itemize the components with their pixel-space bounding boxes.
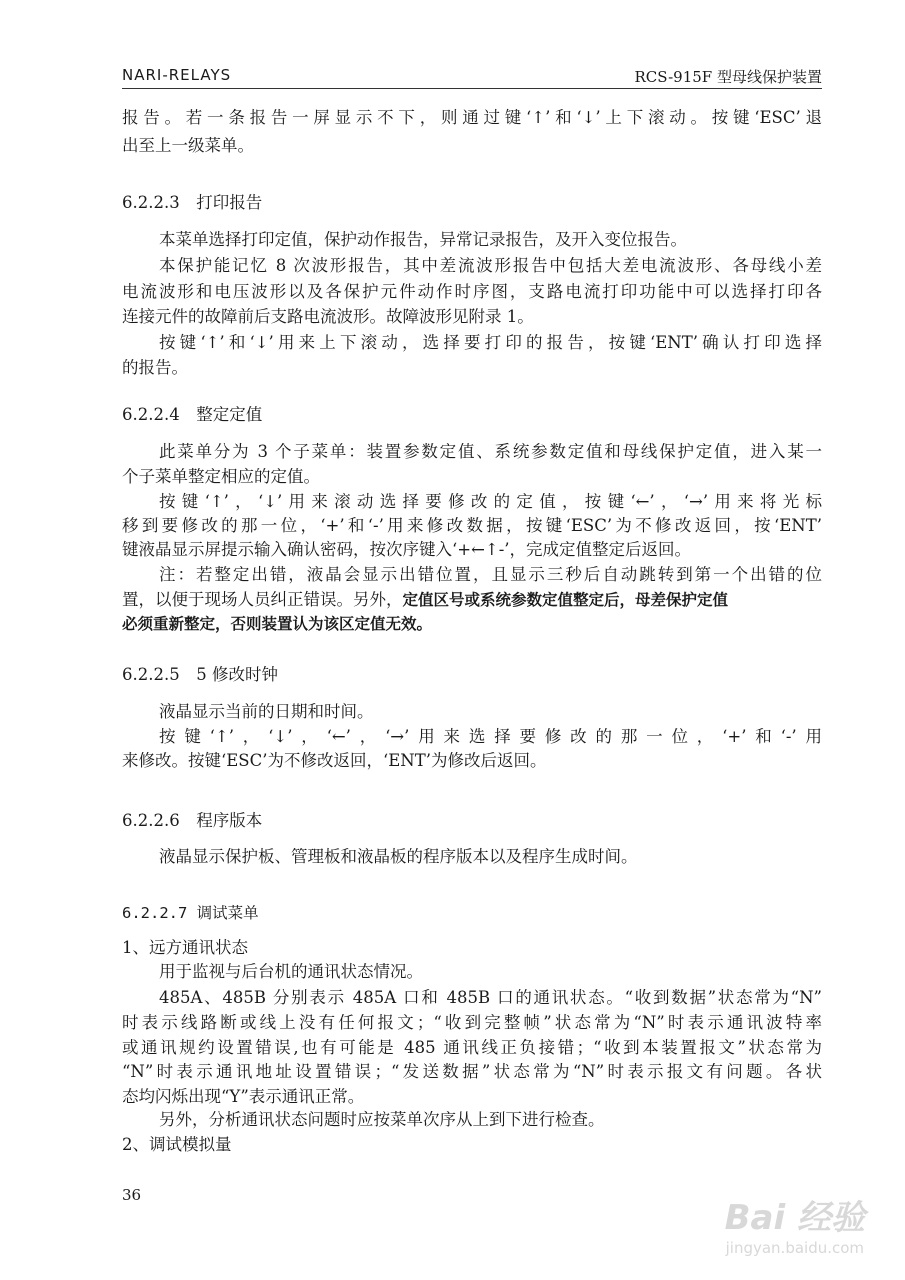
paragraph-line: 键液晶显示屏提示输入确认密码，按次序键入‘+←↑-’，完成定值整定后返回。 (122, 540, 692, 559)
paragraph-line: 按键‘↑’，‘↓’用来滚动选择要修改的定值，按键‘←’，‘→’用来将光标 (159, 492, 822, 511)
paragraph-line: 连接元件的故障前后支路电流波形。故障波形见附录 1。 (122, 307, 534, 326)
section-heading: 6.2.2.4 整定定值 (122, 405, 263, 424)
paragraph-line: 按键‘↑’，‘↓’，‘←’，‘→’用来选择要修改的那一位，‘+’和‘-’用 (159, 727, 822, 746)
section-heading: 6.2.2.5 5 修改时钟 (122, 665, 278, 684)
watermark-brand: Bai 经验 (724, 1198, 865, 1238)
paragraph-line: 报告。若一条报告一屏显示不下，则通过键‘↑’和‘↓’上下滚动。按键‘ESC’退 (122, 108, 822, 127)
page-number: 36 (122, 1186, 142, 1204)
paragraph-line: 按键‘↑’和‘↓’用来上下滚动，选择要打印的报告，按键‘ENT’确认打印选择 (159, 333, 822, 352)
paragraph-line (122, 613, 822, 635)
emphasis-text: 必须重新整定，否则装置认为该区定值无效。 (122, 615, 433, 633)
paragraph-line: 或通讯规约设置错误,也有可能是 485 通讯线正负接错；“收到本装置报文”状态常为 (122, 1038, 822, 1057)
paragraph-line (122, 589, 822, 611)
paragraph-line: 来修改。按键‘ESC’为不修改返回，‘ENT’为修改后返回。 (122, 751, 547, 770)
paragraph-line: 注：若整定出错，液晶会显示出错位置，且显示三秒后自动跳转到第一个出错的位 (159, 565, 822, 584)
paragraph-line: “N”时表示通讯地址设置错误；“发送数据”状态常为“N”时表示报文有问题。各状 (122, 1062, 822, 1081)
paragraph-line: 485A、485B 分别表示 485A 口和 485B 口的通讯状态。“收到数据”状态常为“N” (159, 988, 822, 1007)
paragraph-line: 态均闪烁出现“Y”表示通讯正常。 (122, 1087, 365, 1106)
paragraph-line: 本菜单选择打印定值，保护动作报告，异常记录报告，及开入变位报告。 (159, 230, 687, 249)
paragraph-line: 个子菜单整定相应的定值。 (122, 467, 320, 486)
paragraph-line: 移到要修改的那一位，‘+’和‘-’用来修改数据，按键‘ESC’为不修改返回，按‘ENT’ (122, 516, 822, 535)
list-item-heading: 1、远方通讯状态 (122, 938, 248, 957)
watermark-url: jingyan.baidu.com (725, 1239, 865, 1257)
header-title: RCS-915F 型母线保护装置 (634, 68, 822, 86)
section-heading: 6.2.2.6 程序版本 (122, 811, 263, 830)
paragraph-text: 置，以便于现场人员纠正错误。另外， (122, 590, 403, 609)
paragraph-line: 液晶显示当前的日期和时间。 (159, 702, 374, 721)
paragraph-line: 电流波形和电压波形以及各保护元件动作时序图，支路电流打印功能中可以选择打印各 (122, 282, 822, 301)
paragraph-line: 另外，分析通讯状态问题时应按菜单次序从上到下进行检查。 (159, 1110, 605, 1129)
paragraph-line: 液晶显示保护板、管理板和液晶板的程序版本以及程序生成时间。 (159, 847, 638, 866)
watermark-logo (725, 1190, 865, 1257)
header-company: NARI-RELAYS (122, 66, 232, 84)
emphasis-text: 定值区号或系统参数定值整定后，母差保护定值 (402, 591, 729, 609)
paragraph-line: 的报告。 (122, 358, 188, 377)
paragraph-line: 时表示线路断或线上没有任何报文；“收到完整帧”状态常为“N”时表示通讯波特率 (122, 1013, 822, 1032)
section-heading: 6.2.2.7 调试菜单 (122, 904, 259, 922)
paragraph-line: 本保护能记忆 8 次波形报告，其中差流波形报告中包括大差电流波形、各母线小差 (159, 256, 822, 275)
paragraph-line: 用于监视与后台机的通讯状态情况。 (159, 962, 423, 981)
list-item-heading: 2、调试模拟量 (122, 1135, 232, 1154)
paragraph-line: 出至上一级菜单。 (122, 136, 254, 155)
header-divider (122, 88, 822, 89)
section-heading: 6.2.2.3 打印报告 (122, 193, 263, 212)
paragraph-line: 此菜单分为 3 个子菜单：装置参数定值、系统参数定值和母线保护定值，进入某一 (159, 442, 822, 461)
